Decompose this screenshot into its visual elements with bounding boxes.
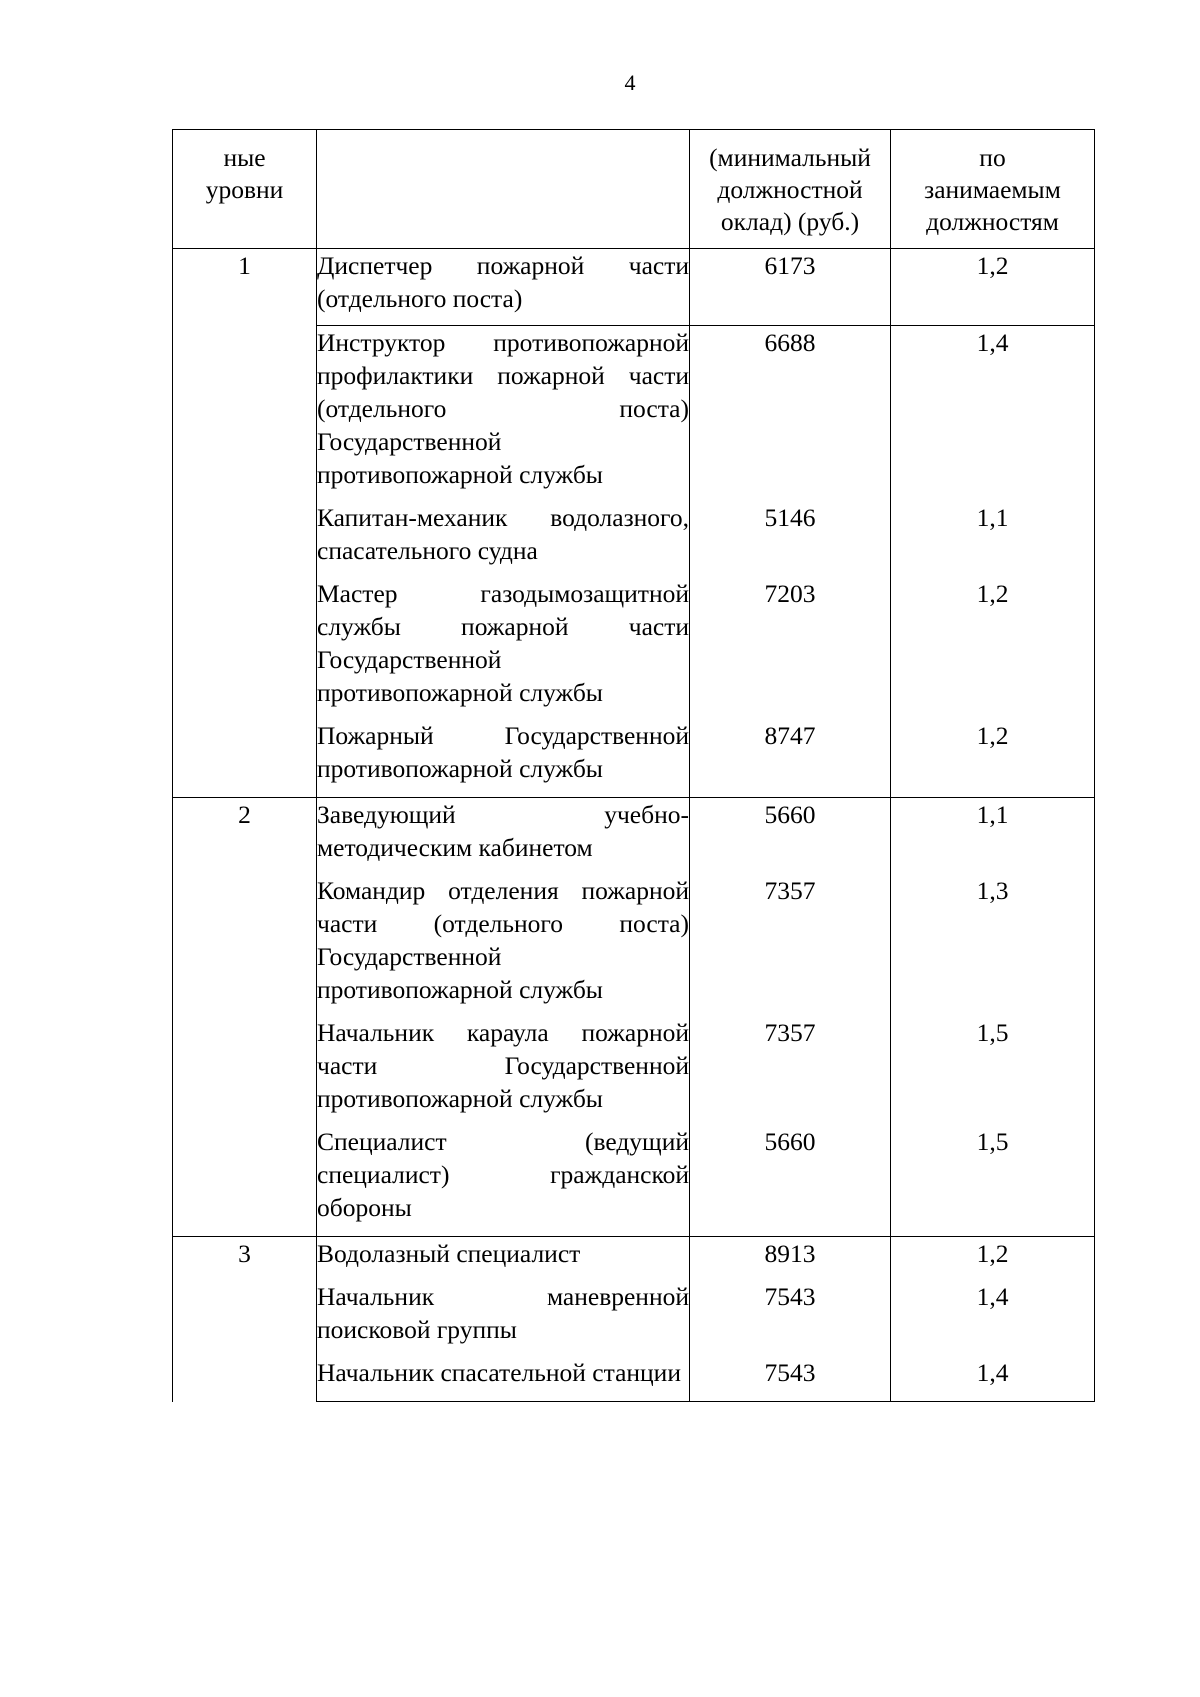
coefficient-cell: 1,2 bbox=[891, 719, 1095, 798]
coefficient-cell: 1,4 bbox=[891, 326, 1095, 502]
header-level-line: ные bbox=[223, 143, 266, 172]
coefficient-cell: 1,5 bbox=[891, 1125, 1095, 1237]
salary-cell: 8747 bbox=[690, 719, 891, 798]
table-row bbox=[173, 798, 1095, 875]
salary-cell: 5146 bbox=[690, 501, 891, 577]
position-cell: Диспетчер пожарной части (отдельного поста) bbox=[317, 249, 690, 326]
salary-cell: 7543 bbox=[690, 1280, 891, 1356]
salary-cell: 7203 bbox=[690, 577, 891, 719]
header-salary-line: оклад) (руб.) bbox=[720, 207, 860, 236]
salary-cell: 7357 bbox=[690, 1016, 891, 1125]
header-salary-line: должностной bbox=[717, 175, 863, 204]
level-cell: 3 bbox=[173, 1237, 317, 1402]
page-number: 4 bbox=[624, 70, 636, 95]
position-cell: Начальник маневренной поисковой группы bbox=[317, 1280, 690, 1356]
position-cell: Пожарный Государственной противопожарной службы bbox=[317, 719, 690, 798]
table-row bbox=[173, 1237, 1095, 1281]
position-cell: Специалист (ведущий специалист) гражданской обороны bbox=[317, 1125, 690, 1237]
coefficient-cell: 1,5 bbox=[891, 1016, 1095, 1125]
position-cell: Начальник спасательной станции bbox=[317, 1356, 690, 1402]
coefficient-cell: 1,2 bbox=[891, 249, 1095, 326]
header-salary-line: (минимальный bbox=[709, 143, 871, 172]
coefficient-cell: 1,4 bbox=[891, 1280, 1095, 1356]
coefficient-cell: 1,1 bbox=[891, 501, 1095, 577]
salary-cell: 7357 bbox=[690, 874, 891, 1016]
header-coefficient-line: по bbox=[979, 143, 1006, 172]
coefficient-cell: 1,4 bbox=[891, 1356, 1095, 1402]
header-coefficient-line: должностям bbox=[926, 207, 1059, 236]
position-cell: Капитан-механик водолазного, спасательного судна bbox=[317, 501, 690, 577]
header-coefficient bbox=[891, 130, 1095, 249]
salary-cell: 5660 bbox=[690, 798, 891, 875]
header-position bbox=[317, 130, 690, 249]
coefficient-cell: 1,3 bbox=[891, 874, 1095, 1016]
table-header-row bbox=[173, 130, 1095, 249]
salary-cell: 6173 bbox=[690, 249, 891, 326]
level-cell: 2 bbox=[173, 798, 317, 1237]
coefficient-cell: 1,1 bbox=[891, 798, 1095, 875]
level-cell: 1 bbox=[173, 249, 317, 798]
salary-cell: 5660 bbox=[690, 1125, 891, 1237]
position-cell: Инструктор противопожарной профилактики пожарной части (отдельного поста) Государственной противопожарной службы bbox=[317, 326, 690, 502]
position-cell: Мастер газодымозащитной службы пожарной части Государственной противопожарной службы bbox=[317, 577, 690, 719]
salary-cell: 7543 bbox=[690, 1356, 891, 1402]
header-level-line: уровни bbox=[205, 175, 284, 204]
position-cell: Начальник караула пожарной части Государственной противопожарной службы bbox=[317, 1016, 690, 1125]
header-salary bbox=[690, 130, 891, 249]
salary-cell: 8913 bbox=[690, 1237, 891, 1281]
position-cell: Командир отделения пожарной части (отдельного поста) Государственной противопожарной службы bbox=[317, 874, 690, 1016]
coefficient-cell: 1,2 bbox=[891, 1237, 1095, 1281]
header-level bbox=[173, 130, 317, 249]
coefficient-cell: 1,2 bbox=[891, 577, 1095, 719]
table-row bbox=[173, 249, 1095, 326]
salary-table bbox=[172, 129, 1095, 1402]
header-coefficient-line: занимаемым bbox=[924, 175, 1061, 204]
position-cell: Водолазный специалист bbox=[317, 1237, 690, 1281]
salary-cell: 6688 bbox=[690, 326, 891, 502]
position-cell: Заведующий учебно-методическим кабинетом bbox=[317, 798, 690, 875]
